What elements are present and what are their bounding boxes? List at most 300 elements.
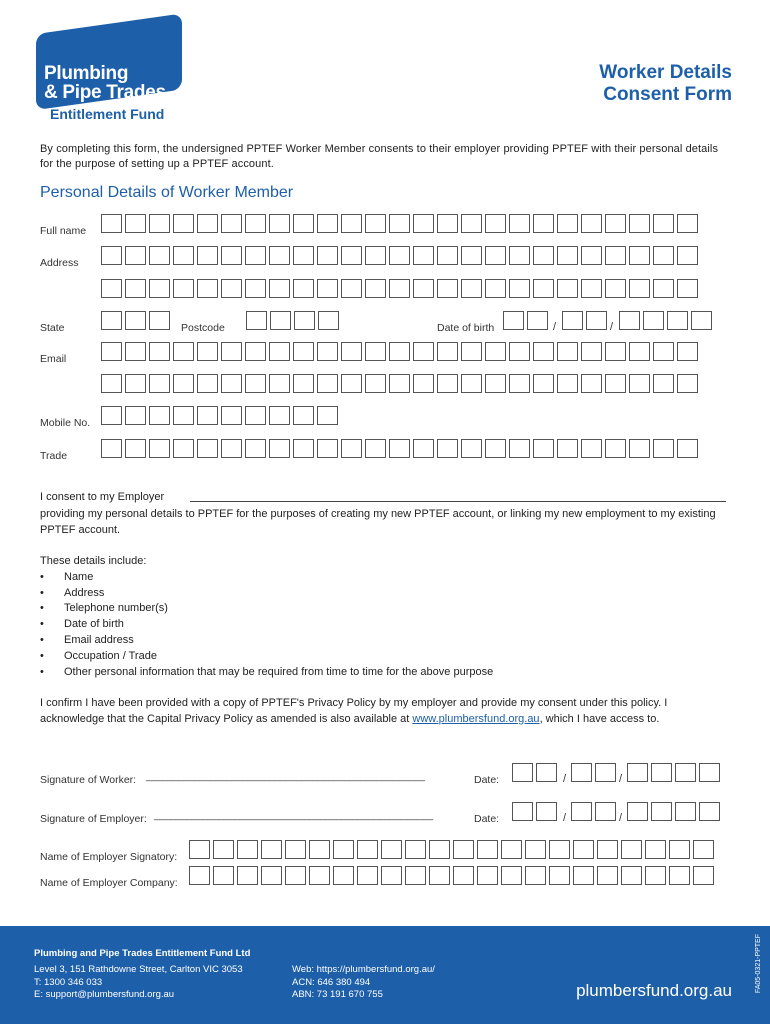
char-box[interactable] bbox=[413, 439, 434, 458]
char-box[interactable] bbox=[453, 866, 474, 885]
char-box[interactable] bbox=[293, 279, 314, 298]
char-box[interactable] bbox=[527, 311, 548, 330]
details-heading: These details include: bbox=[40, 555, 147, 567]
char-box[interactable] bbox=[605, 374, 626, 393]
char-box[interactable] bbox=[413, 374, 434, 393]
char-box[interactable] bbox=[525, 866, 546, 885]
company-boxes[interactable] bbox=[189, 866, 714, 885]
char-box[interactable] bbox=[627, 763, 648, 782]
char-box[interactable] bbox=[667, 311, 688, 330]
char-box[interactable] bbox=[405, 866, 426, 885]
char-box[interactable] bbox=[173, 374, 194, 393]
char-box[interactable] bbox=[461, 279, 482, 298]
char-box[interactable] bbox=[221, 279, 242, 298]
worker-signature-line[interactable]: ____________________________________________________ bbox=[146, 771, 425, 782]
char-box[interactable] bbox=[653, 279, 674, 298]
employer-name-line[interactable] bbox=[190, 501, 726, 502]
char-box[interactable] bbox=[619, 311, 640, 330]
consent-body: providing my personal details to PPTEF for the purposes of creating my new PPTEF account, or linking my new employment to my existing PPTEF account. bbox=[40, 508, 716, 536]
char-box[interactable] bbox=[365, 342, 386, 361]
char-box[interactable] bbox=[557, 279, 578, 298]
date-separator: / bbox=[619, 773, 623, 785]
dob-day-boxes[interactable] bbox=[503, 311, 548, 330]
char-box[interactable] bbox=[536, 802, 557, 821]
char-box[interactable] bbox=[149, 246, 170, 265]
char-box[interactable] bbox=[629, 246, 650, 265]
char-box[interactable] bbox=[581, 439, 602, 458]
char-box[interactable] bbox=[357, 866, 378, 885]
privacy-link[interactable]: www.plumbersfund.org.au bbox=[412, 712, 540, 725]
char-box[interactable] bbox=[677, 342, 698, 361]
char-box[interactable] bbox=[101, 311, 122, 330]
char-box[interactable] bbox=[261, 840, 282, 859]
char-box[interactable] bbox=[651, 763, 672, 782]
char-box[interactable] bbox=[645, 866, 666, 885]
list-item: • Other personal information that may be required from time to time for the above purpose bbox=[40, 665, 730, 681]
char-box[interactable] bbox=[629, 374, 650, 393]
char-box[interactable] bbox=[269, 439, 290, 458]
footer-acn: ACN: 646 380 494 bbox=[292, 976, 371, 988]
char-box[interactable] bbox=[221, 342, 242, 361]
char-box[interactable] bbox=[317, 214, 338, 233]
dob-label: Date of birth bbox=[437, 322, 495, 334]
char-box[interactable] bbox=[699, 763, 720, 782]
char-box[interactable] bbox=[221, 439, 242, 458]
char-box[interactable] bbox=[557, 374, 578, 393]
char-box[interactable] bbox=[125, 406, 146, 425]
char-box[interactable] bbox=[562, 311, 583, 330]
char-box[interactable] bbox=[653, 214, 674, 233]
char-box[interactable] bbox=[437, 439, 458, 458]
char-box[interactable] bbox=[173, 439, 194, 458]
char-box[interactable] bbox=[101, 246, 122, 265]
char-box[interactable] bbox=[509, 374, 530, 393]
char-box[interactable] bbox=[675, 802, 696, 821]
char-box[interactable] bbox=[533, 342, 554, 361]
char-box[interactable] bbox=[629, 439, 650, 458]
char-box[interactable] bbox=[269, 214, 290, 233]
char-box[interactable] bbox=[125, 439, 146, 458]
char-box[interactable] bbox=[221, 374, 242, 393]
char-box[interactable] bbox=[605, 279, 626, 298]
char-box[interactable] bbox=[699, 802, 720, 821]
char-box[interactable] bbox=[571, 802, 592, 821]
char-box[interactable] bbox=[197, 214, 218, 233]
employer-date-year[interactable] bbox=[627, 802, 720, 821]
char-box[interactable] bbox=[221, 406, 242, 425]
char-box[interactable] bbox=[125, 246, 146, 265]
char-box[interactable] bbox=[653, 374, 674, 393]
char-box[interactable] bbox=[653, 246, 674, 265]
char-box[interactable] bbox=[533, 246, 554, 265]
char-box[interactable] bbox=[389, 342, 410, 361]
state-label: State bbox=[40, 322, 65, 334]
char-box[interactable] bbox=[101, 342, 122, 361]
title-line-2: Consent Form bbox=[603, 84, 732, 105]
char-box[interactable] bbox=[429, 866, 450, 885]
email-boxes-2[interactable] bbox=[101, 374, 698, 393]
char-box[interactable] bbox=[669, 840, 690, 859]
char-box[interactable] bbox=[261, 866, 282, 885]
char-box[interactable] bbox=[621, 866, 642, 885]
char-box[interactable] bbox=[509, 214, 530, 233]
privacy-before: I confirm I have been provided with a copy of PPTEF's Privacy Policy by my employer and provide my consent under this policy. I acknowledge that the Capital Privacy Policy as amended is also available at bbox=[40, 697, 668, 725]
char-box[interactable] bbox=[675, 763, 696, 782]
list-item: • Date of birth bbox=[40, 617, 730, 633]
employer-signature-line[interactable]: ____________________________________________________ bbox=[154, 810, 433, 821]
char-box[interactable] bbox=[357, 840, 378, 859]
dob-separator: / bbox=[553, 321, 557, 333]
char-box[interactable] bbox=[605, 214, 626, 233]
char-box[interactable] bbox=[509, 246, 530, 265]
char-box[interactable] bbox=[173, 406, 194, 425]
char-box[interactable] bbox=[413, 214, 434, 233]
char-box[interactable] bbox=[389, 279, 410, 298]
logo-line-2: & Pipe Trades bbox=[44, 82, 166, 103]
char-box[interactable] bbox=[525, 840, 546, 859]
char-box[interactable] bbox=[536, 763, 557, 782]
char-box[interactable] bbox=[557, 214, 578, 233]
worker-signature-label: Signature of Worker: bbox=[40, 774, 137, 786]
char-box[interactable] bbox=[621, 840, 642, 859]
char-box[interactable] bbox=[221, 214, 242, 233]
char-box[interactable] bbox=[317, 439, 338, 458]
char-box[interactable] bbox=[485, 246, 506, 265]
char-box[interactable] bbox=[149, 311, 170, 330]
char-box[interactable] bbox=[245, 374, 266, 393]
char-box[interactable] bbox=[293, 246, 314, 265]
company-label: Name of Employer Company: bbox=[40, 877, 178, 889]
worker-date-day[interactable] bbox=[512, 763, 557, 782]
char-box[interactable] bbox=[437, 279, 458, 298]
char-box[interactable] bbox=[571, 763, 592, 782]
char-box[interactable] bbox=[605, 342, 626, 361]
char-box[interactable] bbox=[197, 406, 218, 425]
char-box[interactable] bbox=[309, 840, 330, 859]
char-box[interactable] bbox=[197, 374, 218, 393]
char-box[interactable] bbox=[693, 866, 714, 885]
employer-date-month[interactable] bbox=[571, 802, 616, 821]
logo bbox=[44, 64, 166, 102]
char-box[interactable] bbox=[245, 246, 266, 265]
footer-email[interactable]: E: support@plumbersfund.org.au bbox=[34, 989, 175, 1000]
employer-date-day[interactable] bbox=[512, 802, 557, 821]
char-box[interactable] bbox=[197, 342, 218, 361]
char-box[interactable] bbox=[101, 214, 122, 233]
worker-date-month[interactable] bbox=[571, 763, 616, 782]
char-box[interactable] bbox=[341, 374, 362, 393]
char-box[interactable] bbox=[509, 439, 530, 458]
char-box[interactable] bbox=[453, 840, 474, 859]
char-box[interactable] bbox=[341, 214, 362, 233]
char-box[interactable] bbox=[237, 840, 258, 859]
char-box[interactable] bbox=[581, 246, 602, 265]
address-label: Address bbox=[40, 257, 79, 269]
char-box[interactable] bbox=[485, 439, 506, 458]
full-name-label: Full name bbox=[40, 225, 87, 237]
char-box[interactable] bbox=[293, 374, 314, 393]
char-box[interactable] bbox=[533, 374, 554, 393]
char-box[interactable] bbox=[365, 214, 386, 233]
char-box[interactable] bbox=[149, 374, 170, 393]
char-box[interactable] bbox=[318, 311, 339, 330]
char-box[interactable] bbox=[317, 279, 338, 298]
char-box[interactable] bbox=[597, 866, 618, 885]
char-box[interactable] bbox=[269, 246, 290, 265]
char-box[interactable] bbox=[557, 439, 578, 458]
char-box[interactable] bbox=[149, 439, 170, 458]
title-line-1: Worker Details bbox=[599, 62, 732, 83]
char-box[interactable] bbox=[645, 840, 666, 859]
address-boxes-1[interactable] bbox=[101, 246, 698, 265]
char-box[interactable] bbox=[341, 342, 362, 361]
char-box[interactable] bbox=[237, 866, 258, 885]
char-box[interactable] bbox=[309, 866, 330, 885]
char-box[interactable] bbox=[677, 214, 698, 233]
char-box[interactable] bbox=[533, 214, 554, 233]
char-box[interactable] bbox=[477, 840, 498, 859]
char-box[interactable] bbox=[149, 406, 170, 425]
char-box[interactable] bbox=[341, 246, 362, 265]
char-box[interactable] bbox=[485, 214, 506, 233]
char-box[interactable] bbox=[509, 279, 530, 298]
char-box[interactable] bbox=[294, 311, 315, 330]
char-box[interactable] bbox=[653, 439, 674, 458]
char-box[interactable] bbox=[333, 840, 354, 859]
char-box[interactable] bbox=[245, 342, 266, 361]
char-box[interactable] bbox=[317, 406, 338, 425]
date-separator: / bbox=[619, 812, 623, 824]
char-box[interactable] bbox=[677, 246, 698, 265]
char-box[interactable] bbox=[245, 406, 266, 425]
char-box[interactable] bbox=[389, 214, 410, 233]
char-box[interactable] bbox=[389, 439, 410, 458]
char-box[interactable] bbox=[293, 439, 314, 458]
char-box[interactable] bbox=[429, 840, 450, 859]
char-box[interactable] bbox=[197, 246, 218, 265]
char-box[interactable] bbox=[173, 342, 194, 361]
char-box[interactable] bbox=[213, 840, 234, 859]
footer-web[interactable]: Web: https://plumbersfund.org.au/ bbox=[292, 964, 435, 975]
char-box[interactable] bbox=[213, 866, 234, 885]
char-box[interactable] bbox=[501, 840, 522, 859]
mobile-label: Mobile No. bbox=[40, 417, 91, 429]
postcode-label: Postcode bbox=[181, 322, 225, 334]
char-box[interactable] bbox=[693, 840, 714, 859]
char-box[interactable] bbox=[101, 279, 122, 298]
char-box[interactable] bbox=[125, 342, 146, 361]
char-box[interactable] bbox=[533, 439, 554, 458]
trade-label: Trade bbox=[40, 450, 68, 462]
char-box[interactable] bbox=[461, 214, 482, 233]
footer-site[interactable]: plumbersfund.org.au bbox=[576, 981, 732, 1000]
char-box[interactable] bbox=[413, 342, 434, 361]
char-box[interactable] bbox=[485, 374, 506, 393]
char-box[interactable] bbox=[197, 279, 218, 298]
char-box[interactable] bbox=[629, 342, 650, 361]
char-box[interactable] bbox=[270, 311, 291, 330]
char-box[interactable] bbox=[437, 374, 458, 393]
char-box[interactable] bbox=[149, 279, 170, 298]
char-box[interactable] bbox=[293, 214, 314, 233]
logo-line-1: Plumbing bbox=[44, 63, 129, 84]
char-box[interactable] bbox=[365, 374, 386, 393]
section-heading: Personal Details of Worker Member bbox=[40, 184, 294, 201]
char-box[interactable] bbox=[125, 311, 146, 330]
char-box[interactable] bbox=[581, 374, 602, 393]
char-box[interactable] bbox=[317, 246, 338, 265]
char-box[interactable] bbox=[595, 763, 616, 782]
char-box[interactable] bbox=[549, 866, 570, 885]
char-box[interactable] bbox=[643, 311, 664, 330]
char-box[interactable] bbox=[101, 406, 122, 425]
worker-date-year[interactable] bbox=[627, 763, 720, 782]
mobile-boxes[interactable] bbox=[101, 406, 338, 425]
char-box[interactable] bbox=[461, 342, 482, 361]
char-box[interactable] bbox=[501, 866, 522, 885]
char-box[interactable] bbox=[149, 214, 170, 233]
char-box[interactable] bbox=[125, 374, 146, 393]
char-box[interactable] bbox=[605, 246, 626, 265]
full-name-boxes[interactable] bbox=[101, 214, 698, 233]
char-box[interactable] bbox=[389, 374, 410, 393]
char-box[interactable] bbox=[677, 279, 698, 298]
char-box[interactable] bbox=[341, 279, 362, 298]
char-box[interactable] bbox=[221, 246, 242, 265]
dob-year-boxes[interactable] bbox=[619, 311, 712, 330]
char-box[interactable] bbox=[269, 406, 290, 425]
dob-separator: / bbox=[610, 321, 614, 333]
char-box[interactable] bbox=[245, 279, 266, 298]
char-box[interactable] bbox=[285, 840, 306, 859]
char-box[interactable] bbox=[389, 246, 410, 265]
char-box[interactable] bbox=[573, 866, 594, 885]
privacy-text bbox=[40, 696, 730, 728]
char-box[interactable] bbox=[413, 279, 434, 298]
char-box[interactable] bbox=[549, 840, 570, 859]
list-item: • Occupation / Trade bbox=[40, 649, 730, 665]
char-box[interactable] bbox=[581, 279, 602, 298]
date-separator: / bbox=[563, 812, 567, 824]
email-boxes-1[interactable] bbox=[101, 342, 698, 361]
char-box[interactable] bbox=[189, 866, 210, 885]
char-box[interactable] bbox=[533, 279, 554, 298]
char-box[interactable] bbox=[197, 439, 218, 458]
char-box[interactable] bbox=[595, 802, 616, 821]
date-separator: / bbox=[563, 773, 567, 785]
char-box[interactable] bbox=[512, 802, 533, 821]
char-box[interactable] bbox=[173, 279, 194, 298]
char-box[interactable] bbox=[653, 342, 674, 361]
char-box[interactable] bbox=[269, 279, 290, 298]
signatory-boxes[interactable] bbox=[189, 840, 714, 859]
char-box[interactable] bbox=[651, 802, 672, 821]
char-box[interactable] bbox=[101, 439, 122, 458]
char-box[interactable] bbox=[405, 840, 426, 859]
char-box[interactable] bbox=[677, 374, 698, 393]
privacy-after: , which I have access to. bbox=[539, 712, 660, 725]
char-box[interactable] bbox=[629, 279, 650, 298]
char-box[interactable] bbox=[461, 374, 482, 393]
char-box[interactable] bbox=[605, 439, 626, 458]
footer-company-info bbox=[292, 964, 435, 1002]
char-box[interactable] bbox=[413, 246, 434, 265]
dob-month-boxes[interactable] bbox=[562, 311, 607, 330]
char-box[interactable] bbox=[597, 840, 618, 859]
char-box[interactable] bbox=[125, 214, 146, 233]
char-box[interactable] bbox=[461, 439, 482, 458]
char-box[interactable] bbox=[581, 214, 602, 233]
char-box[interactable] bbox=[381, 840, 402, 859]
char-box[interactable] bbox=[485, 279, 506, 298]
char-box[interactable] bbox=[285, 866, 306, 885]
char-box[interactable] bbox=[365, 439, 386, 458]
char-box[interactable] bbox=[333, 866, 354, 885]
char-box[interactable] bbox=[189, 840, 210, 859]
char-box[interactable] bbox=[437, 214, 458, 233]
char-box[interactable] bbox=[677, 439, 698, 458]
char-box[interactable] bbox=[461, 246, 482, 265]
char-box[interactable] bbox=[581, 342, 602, 361]
char-box[interactable] bbox=[101, 374, 122, 393]
footer-phone: T: 1300 346 033 bbox=[34, 976, 103, 988]
char-box[interactable] bbox=[381, 866, 402, 885]
list-item: • Email address bbox=[40, 633, 730, 649]
char-box[interactable] bbox=[293, 342, 314, 361]
char-box[interactable] bbox=[365, 279, 386, 298]
employer-signature-label: Signature of Employer: bbox=[40, 813, 147, 825]
char-box[interactable] bbox=[485, 342, 506, 361]
char-box[interactable] bbox=[317, 374, 338, 393]
trade-boxes[interactable] bbox=[101, 439, 698, 458]
char-box[interactable] bbox=[503, 311, 524, 330]
char-box[interactable] bbox=[173, 214, 194, 233]
footer-address: Level 3, 151 Rathdowne Street, Carlton VIC 3053 bbox=[34, 964, 243, 975]
char-box[interactable] bbox=[317, 342, 338, 361]
char-box[interactable] bbox=[629, 214, 650, 233]
char-box[interactable] bbox=[669, 866, 690, 885]
char-box[interactable] bbox=[245, 214, 266, 233]
state-boxes[interactable] bbox=[101, 311, 170, 330]
char-box[interactable] bbox=[149, 342, 170, 361]
char-box[interactable] bbox=[365, 246, 386, 265]
footer-abn: ABN: 73 191 670 755 bbox=[292, 989, 383, 1000]
char-box[interactable] bbox=[557, 246, 578, 265]
email-label: Email bbox=[40, 353, 67, 365]
char-box[interactable] bbox=[245, 439, 266, 458]
char-box[interactable] bbox=[341, 439, 362, 458]
address-boxes-2[interactable] bbox=[101, 279, 698, 298]
char-box[interactable] bbox=[437, 342, 458, 361]
char-box[interactable] bbox=[173, 246, 194, 265]
char-box[interactable] bbox=[586, 311, 607, 330]
char-box[interactable] bbox=[573, 840, 594, 859]
char-box[interactable] bbox=[125, 279, 146, 298]
char-box[interactable] bbox=[246, 311, 267, 330]
postcode-boxes[interactable] bbox=[246, 311, 339, 330]
char-box[interactable] bbox=[477, 866, 498, 885]
char-box[interactable] bbox=[512, 763, 533, 782]
char-box[interactable] bbox=[691, 311, 712, 330]
char-box[interactable] bbox=[509, 342, 530, 361]
char-box[interactable] bbox=[557, 342, 578, 361]
employer-date-label: Date: bbox=[474, 813, 500, 825]
char-box[interactable] bbox=[269, 374, 290, 393]
char-box[interactable] bbox=[293, 406, 314, 425]
char-box[interactable] bbox=[627, 802, 648, 821]
char-box[interactable] bbox=[437, 246, 458, 265]
char-box[interactable] bbox=[269, 342, 290, 361]
